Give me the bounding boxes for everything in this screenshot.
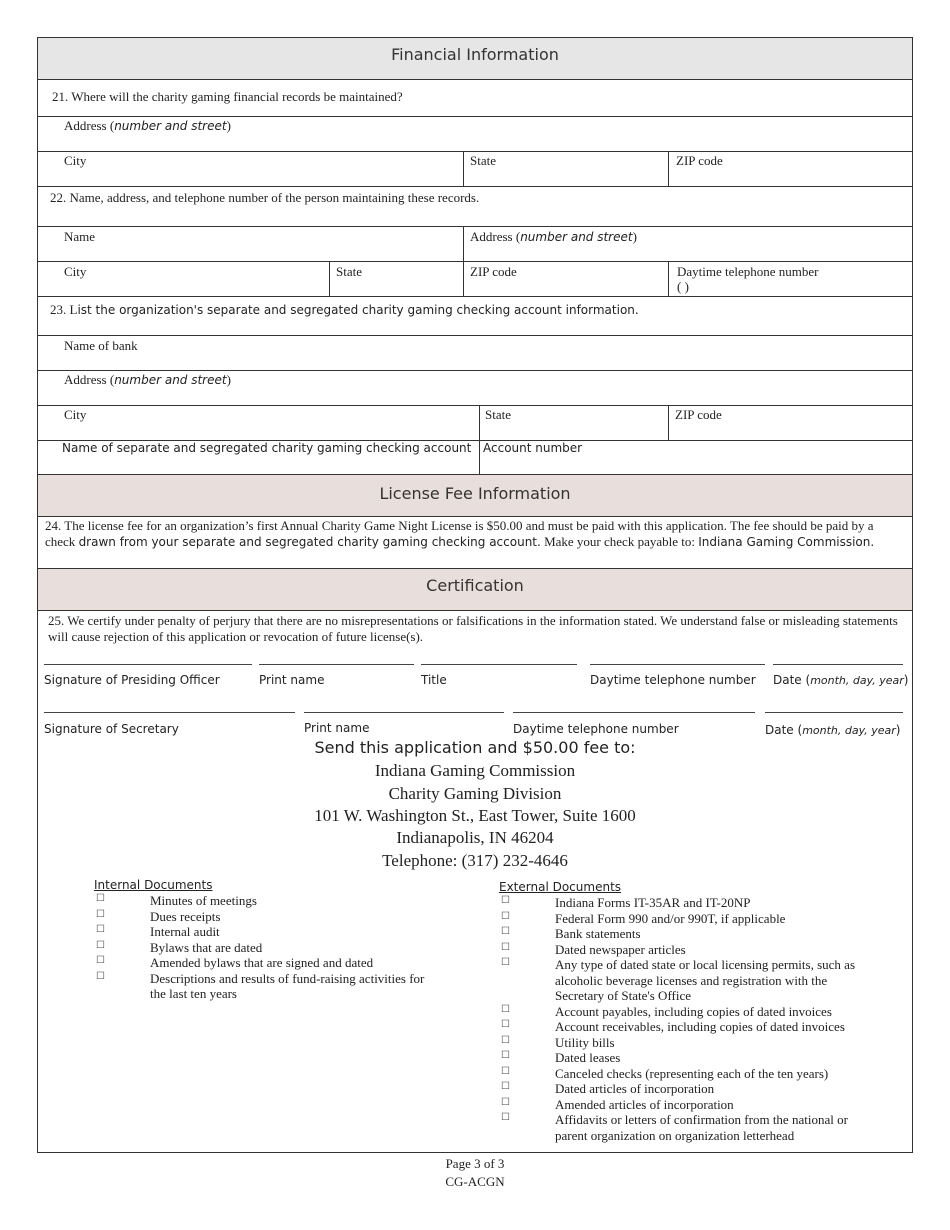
external-doc-item[interactable]: ☐ Canceled checks (representing each of the ten years) (501, 1065, 829, 1081)
checkbox-icon[interactable]: ☐ (501, 910, 510, 922)
checkbox-icon[interactable]: ☐ (501, 895, 510, 906)
external-documents-list (499, 880, 899, 1143)
phone-field-2[interactable]: Daytime telephone number (513, 722, 679, 736)
q23-question: 23. List the organization's separate and segregated charity gaming checking account information. (50, 302, 639, 317)
date-field-1[interactable]: Date (month, day, year) (773, 673, 909, 687)
form-code: CG-ACGN (445, 1174, 505, 1189)
checkbox-icon[interactable]: ☐ (501, 941, 510, 953)
date-field-2[interactable]: Date (month, day, year) (765, 723, 901, 737)
checkbox-icon[interactable]: ☐ (96, 893, 105, 904)
external-doc-item[interactable]: ☐ Any type of dated state or local licensing permits, such as alcoholic beverage licenses and registration with the Secretary of State's Office (501, 957, 856, 1003)
external-doc-item[interactable]: ☐ Bank statements (501, 926, 641, 941)
q21-address-field[interactable]: Address (number and street) (64, 118, 231, 133)
print-name-field-1[interactable]: Print name (259, 673, 325, 687)
q23-city-field[interactable]: City (64, 407, 87, 422)
financial-section-header (37, 37, 913, 80)
q21-city-field[interactable]: City (64, 153, 87, 168)
q22-city-field[interactable]: City (64, 264, 87, 279)
q25-text: 25. We certify under penalty of perjury that there are no misrepresentations or falsifications in the information stated. We understand false or misleading statements will cause rejection of this application or revocation of future license(s). (48, 613, 898, 644)
internal-doc-item[interactable]: ☐ Minutes of meetings (96, 893, 257, 908)
internal-doc-item[interactable]: ☐ Amended bylaws that are signed and dated (96, 955, 374, 970)
phone-field-1[interactable]: Daytime telephone number (590, 673, 756, 687)
license-section-header (37, 474, 913, 517)
checkbox-icon[interactable]: ☐ (96, 939, 105, 951)
checkbox-icon[interactable]: ☐ (501, 1065, 510, 1077)
q23-zip-field[interactable]: ZIP code (675, 407, 722, 422)
print-name-field-2[interactable]: Print name (304, 721, 370, 735)
q22-name-field[interactable]: Name (64, 229, 96, 244)
q23-state-field[interactable]: State (485, 407, 511, 422)
external-doc-item[interactable]: ☐ Dated articles of incorporation (501, 1081, 715, 1096)
checkbox-icon[interactable]: ☐ (501, 1034, 510, 1046)
checkbox-icon[interactable]: ☐ (501, 1096, 510, 1108)
external-doc-item[interactable]: ☐ Dated leases (501, 1050, 621, 1065)
external-doc-item[interactable]: ☐ Affidavits or letters of confirmation from the national or parent organization on organization letterhead (501, 1112, 848, 1143)
license-section-title: License Fee Information (379, 484, 571, 503)
q22-state-field[interactable]: State (336, 264, 362, 279)
certification-section-header (37, 568, 913, 611)
internal-doc-item[interactable]: ☐ Bylaws that are dated (96, 939, 263, 955)
send-street: 101 W. Washington St., East Tower, Suite 1600 (314, 806, 636, 825)
internal-documents-title: Internal Documents (94, 878, 213, 892)
checkbox-icon[interactable]: ☐ (96, 955, 105, 966)
checkbox-icon[interactable]: ☐ (501, 1019, 510, 1030)
q23-account-number-field[interactable]: Account number (483, 441, 583, 455)
external-doc-item[interactable]: ☐ Account receivables, including copies of dated invoices (501, 1019, 845, 1034)
q22-question: 22. Name, address, and telephone number of the person maintaining these records. (50, 190, 480, 205)
send-to-heading: Send this application and $50.00 fee to: (314, 738, 636, 757)
external-doc-item[interactable]: ☐ Utility bills (501, 1034, 615, 1050)
q21-state-field[interactable]: State (470, 153, 496, 168)
q22-phone-paren: ( ) (677, 279, 689, 294)
external-doc-item[interactable]: ☐ Indiana Forms IT-35AR and IT-20NP (501, 895, 751, 910)
checkbox-icon[interactable]: ☐ (501, 1112, 510, 1123)
checkbox-icon[interactable]: ☐ (501, 1081, 510, 1092)
send-division: Charity Gaming Division (388, 784, 562, 803)
checkbox-icon[interactable]: ☐ (96, 970, 105, 982)
q21-question: 21. Where will the charity gaming financial records be maintained? (52, 89, 403, 104)
page-number: Page 3 of 3 (445, 1156, 505, 1171)
internal-documents-list (94, 878, 454, 1002)
financial-section-title: Financial Information (391, 45, 559, 64)
q24-text: 24. The license fee for an organization’s first Annual Charity Game Night License is $50.00 and must be paid with this application. The fee should be paid by a check drawn from your separate and segregated charity gaming checking account. Make your check payable to: Indiana Gaming Commission. (45, 518, 875, 549)
external-doc-item[interactable]: ☐ Dated newspaper articles (501, 941, 686, 957)
internal-doc-item[interactable]: ☐ Dues receipts (96, 908, 221, 924)
q23-address-field[interactable]: Address (number and street) (64, 372, 231, 387)
external-doc-item[interactable]: ☐ Account payables, including copies of dated invoices (501, 1003, 832, 1019)
checkbox-icon[interactable]: ☐ (501, 1050, 510, 1061)
q22-address-field[interactable]: Address (number and street) (470, 229, 637, 244)
checkbox-icon[interactable]: ☐ (96, 924, 105, 935)
internal-doc-item[interactable]: ☐ Internal audit (96, 924, 220, 939)
checkbox-icon[interactable]: ☐ (96, 908, 105, 920)
signature-presiding-officer-field[interactable]: Signature of Presiding Officer (44, 673, 220, 687)
internal-doc-item[interactable]: ☐ Descriptions and results of fund-raising activities for the last ten years (96, 970, 425, 1001)
q23-account-name-field[interactable]: Name of separate and segregated charity gaming checking account (62, 441, 472, 455)
external-doc-item[interactable]: ☐ Federal Form 990 and/or 990T, if applicable (501, 910, 786, 926)
signature-secretary-field[interactable]: Signature of Secretary (44, 722, 179, 736)
external-doc-item[interactable]: ☐ Amended articles of incorporation (501, 1096, 734, 1112)
title-field[interactable]: Title (421, 673, 447, 687)
q22-phone-field[interactable]: Daytime telephone number (677, 264, 819, 279)
q21-zip-field[interactable]: ZIP code (676, 153, 723, 168)
checkbox-icon[interactable]: ☐ (501, 926, 510, 937)
external-documents-title: External Documents (499, 880, 622, 894)
checkbox-icon[interactable]: ☐ (501, 1003, 510, 1015)
send-city: Indianapolis, IN 46204 (396, 828, 554, 847)
send-org-name: Indiana Gaming Commission (374, 761, 576, 780)
send-telephone: Telephone: (317) 232-4646 (382, 851, 568, 870)
q22-zip-field[interactable]: ZIP code (470, 264, 517, 279)
q23-bank-field[interactable]: Name of bank (64, 338, 138, 353)
certification-section-title: Certification (426, 576, 524, 595)
checkbox-icon[interactable]: ☐ (501, 957, 510, 968)
